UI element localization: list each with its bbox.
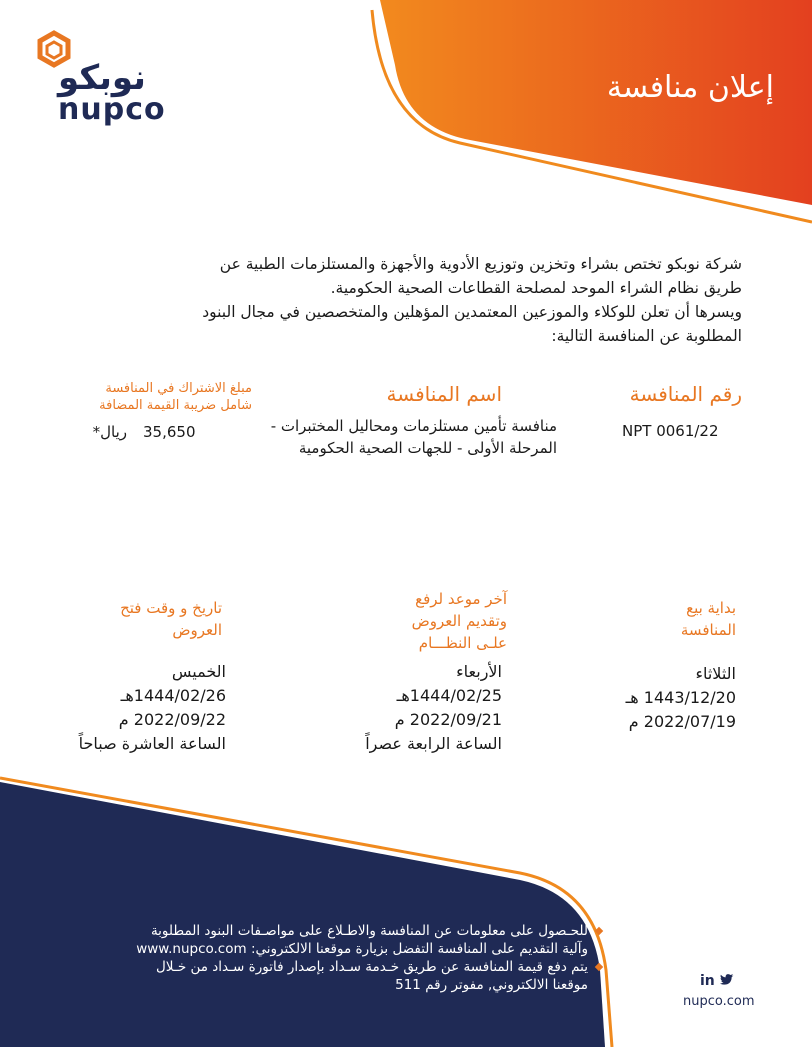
intro-line: طريق نظام الشراء الموحد لمصلحة القطاعات الصحية الحكومية. xyxy=(330,279,742,297)
opening-label-line: تاريخ و وقت فتح xyxy=(120,599,222,617)
footer-note xyxy=(2,958,602,994)
start-hijri: 1443/12/20 هـ xyxy=(625,688,736,707)
social-links xyxy=(700,973,734,989)
footer-note-line: يتم دفع قيمة المنافسة عن طريق خـدمة سـداد بإصدار فاتورة سـداد من خـلال xyxy=(156,959,588,975)
opening-label xyxy=(120,597,222,641)
opening-value xyxy=(79,660,226,756)
tender-number-value: NPT 0061/22 xyxy=(622,422,719,440)
twitter-icon[interactable] xyxy=(720,974,734,986)
footer-note xyxy=(2,922,602,958)
start-date-label-line: المنافسة xyxy=(680,621,736,639)
footer-note-line: موقعنا الالكتروني, مفوتر رقم 511 xyxy=(395,977,588,993)
tender-name-value xyxy=(237,415,557,459)
logo-english: nupco xyxy=(58,92,166,127)
page-title: إعلان منافسة xyxy=(606,70,774,105)
fee-amount: 35,650 xyxy=(143,423,196,441)
fee-label xyxy=(52,380,252,414)
fee-label-line: شامل ضريبة القيمة المضافة xyxy=(99,398,252,413)
start-gregorian: 2022/07/19 م xyxy=(628,712,736,731)
deadline-day: الأربعاء xyxy=(456,662,502,681)
start-date-label-line: بداية بيع xyxy=(686,599,736,617)
intro-line: شركة نوبكو تختص بشراء وتخزين وتوزيع الأدوية والأجهزة والمستلزمات الطبية عن xyxy=(219,255,742,273)
intro-paragraph xyxy=(132,252,742,348)
opening-label-line: العروض xyxy=(172,621,222,639)
website-link[interactable]: nupco.com xyxy=(683,994,755,1009)
deadline-gregorian: 2022/09/21 م xyxy=(394,710,502,729)
footer-note-line: وآلية التقديم على المنافسة التفضل بزيارة موقعنا الالكتروني: www.nupco.com xyxy=(136,941,588,957)
start-date-value xyxy=(626,662,736,734)
linkedin-icon[interactable]: in xyxy=(700,973,715,989)
deadline-hijri: 1444/02/25هـ xyxy=(396,686,502,705)
opening-day: الخميس xyxy=(171,662,226,681)
start-date-label xyxy=(681,597,736,641)
deadline-label-line: علـى النظـــام xyxy=(418,634,507,652)
footer-notes xyxy=(2,922,602,994)
logo-arabic: نوبكو xyxy=(58,58,146,98)
start-day: الثلاثاء xyxy=(695,664,736,683)
deadline-label-line: وتقديم العروض xyxy=(411,612,507,630)
deadline-label xyxy=(412,588,507,654)
tender-name-line: منافسة تأمين مستلزمات ومحاليل المختبرات - xyxy=(270,417,557,435)
tender-number-label: رقم المنافسة xyxy=(629,382,742,406)
opening-time: الساعة العاشرة صباحاً xyxy=(78,734,226,753)
fee-currency: ريال* xyxy=(92,423,127,441)
opening-gregorian: 2022/09/22 م xyxy=(118,710,226,729)
intro-line: ويسرها أن تعلن للوكلاء والموزعين المعتمدين المؤهلين والمتخصصين في مجال البنود xyxy=(202,303,742,321)
footer-note-line: للحـصول على معلومات عن المنافسة والاطـلاع على مواصـفات البنود المطلوبة xyxy=(150,923,588,939)
intro-line: المطلوبة عن المنافسة التالية: xyxy=(551,327,742,345)
fee-label-line: مبلغ الاشتراك في المنافسة xyxy=(105,381,252,396)
tender-name-label: اسم المنافسة xyxy=(386,382,502,406)
opening-hijri: 1444/02/26هـ xyxy=(120,686,226,705)
tender-name-line: المرحلة الأولى - للجهات الصحية الحكومية xyxy=(298,439,557,457)
deadline-label-line: آخر موعد لرفع xyxy=(415,590,507,608)
deadline-time: الساعة الرابعة عصراً xyxy=(365,734,502,753)
deadline-value xyxy=(365,660,502,756)
